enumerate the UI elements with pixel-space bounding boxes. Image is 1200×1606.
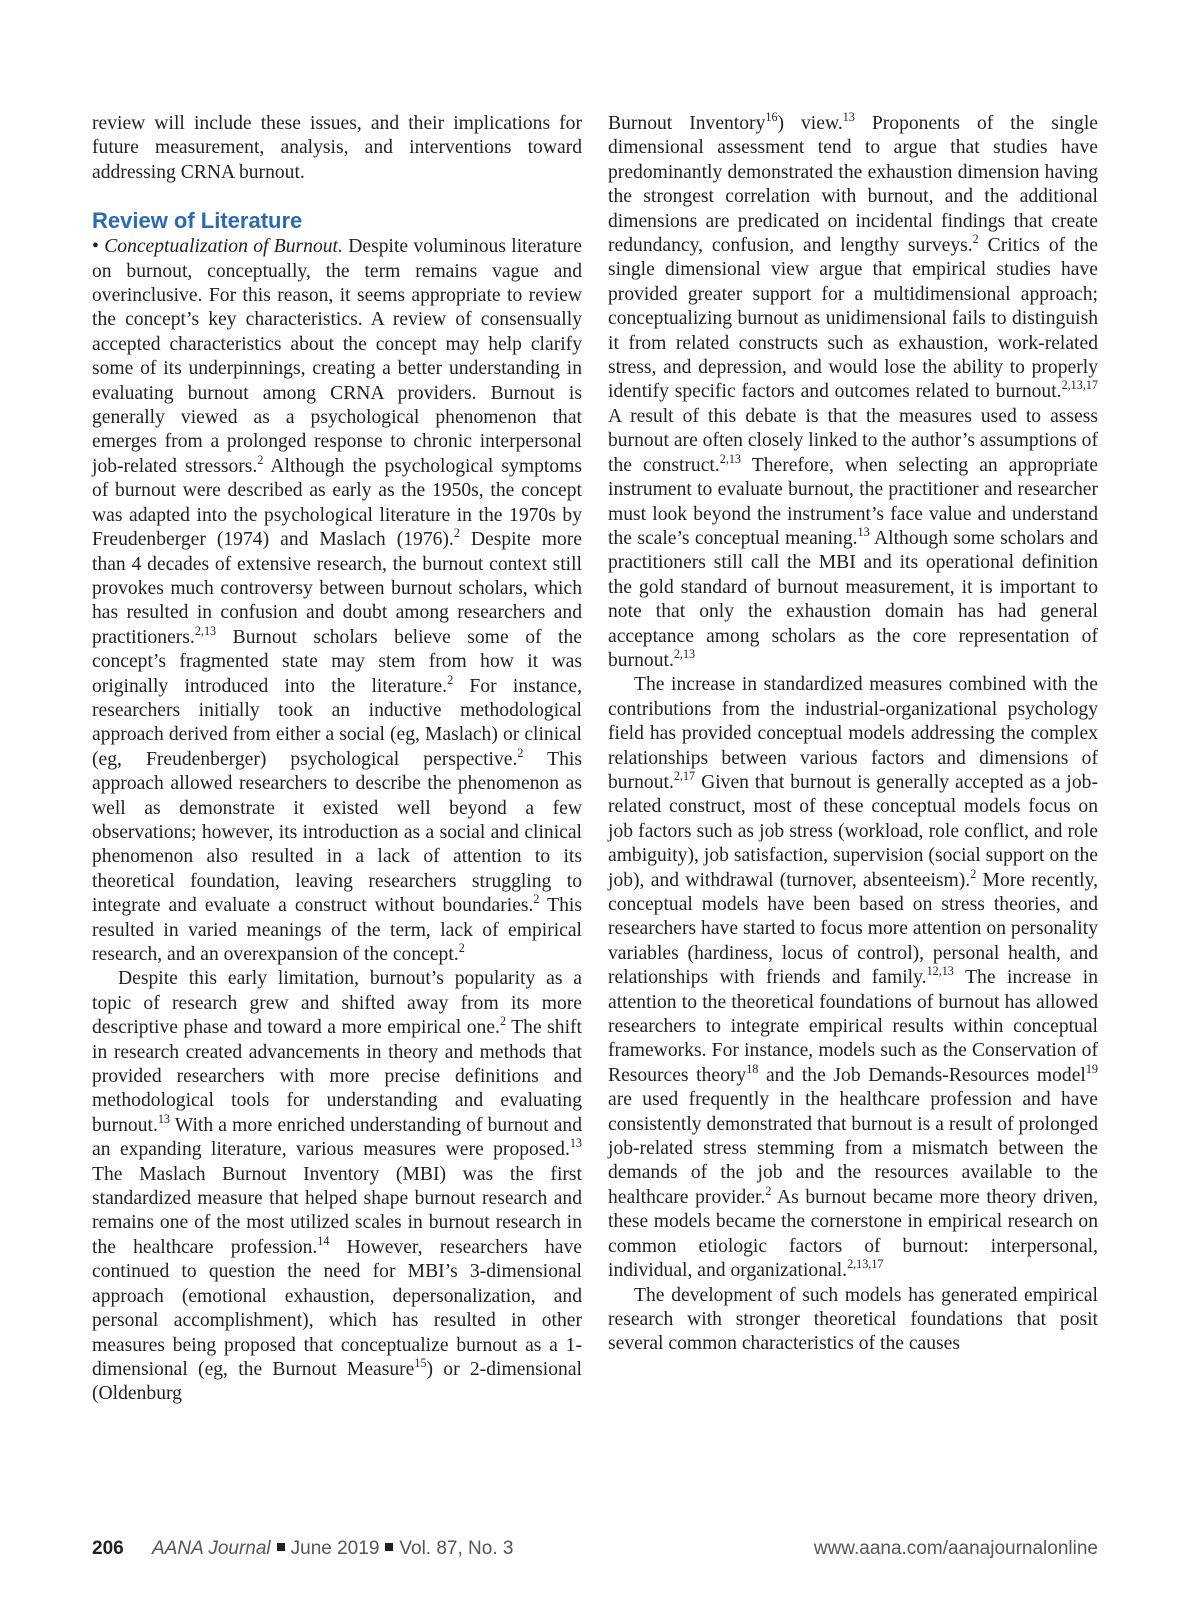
- page-number: 206: [92, 1538, 124, 1559]
- citation-superscript: 19: [1085, 1061, 1098, 1076]
- body-paragraph: The development of such models has generated empirical research with stronger theoretical foundations that posit several common characteristics of the causes: [608, 1284, 1098, 1355]
- left-column: [92, 112, 582, 1407]
- square-separator-icon: [385, 1543, 393, 1551]
- citation-superscript: 13: [857, 524, 870, 539]
- citation-superscript: 2,13: [673, 646, 696, 661]
- citation-superscript: 14: [317, 1233, 330, 1248]
- body-paragraph: Burnout Inventory$^{16}$) view.$^{13}$ Proponents of the single dimensional assessment tend to argue that studies have predominantly demonstrated the exhaustion dimension having the strongest correlation with burnout, and the additional dimensions are predicated on incidental findings that create redundancy, confusion, and lengthy surveys.$^2$ Critics of the single dimensional view argue that empirical studies have provided greater support for a multidimensional approach; conceptualizing burnout as unidimensional fails to distinguish it from related constructs such as exhaustion, work-related stress, and depression, and would lose the ability to properly identify specific factors and outcomes related to burnout.$^{2,13,17}$ A result of this debate is that the measures used to assess burnout are often closely linked to the author’s assumptions of the construct.$^{2,13}$ Therefore, when selecting an appropriate instrument to evaluate burnout, the practitioner and researcher must look beyond the instrument’s face value and understand the scale’s conceptual meaning.$^{13}$ Although some scholars and practitioners still call the MBI and its operational definition the gold standard of burnout measurement, it is important to note that only the exhaustion domain has had general acceptance among scholars as the core representation of burnout.$^{2,13}$: [608, 109, 1099, 671]
- citation-superscript: 2: [499, 1013, 507, 1028]
- citation-superscript: 2,13,17: [847, 1256, 884, 1271]
- citation-superscript: 2: [972, 231, 979, 246]
- journal-name: AANA Journal: [152, 1538, 271, 1559]
- citation-superscript: 18: [746, 1061, 759, 1076]
- citation-superscript: 2: [447, 672, 454, 687]
- citation-superscript: 2: [453, 525, 460, 540]
- citation-superscript: 16: [765, 109, 778, 124]
- body-paragraph: The increase in standardized measures combined with the contributions from the industrial-organizational psychology field has provided conceptual models addressing the complex relationships between various factors and dimensions of burnout.$^{2,17}$ Given that burnout is generally accepted as a job-related construct, most of these conceptual models focus on job factors such as job stress (workload, role conflict, and role ambiguity), job satisfaction, supervision (social support on the job), and withdrawal (turnover, absenteeism).$^2$ More recently, conceptual models have been based on stress theories, and researchers have started to focus more attention on personality variables (hardiness, locus of control), personal health, and relationships with friends and family.$^{12,13}$ The increase in attention to the theoretical foundations of burnout has allowed researchers to integrate empirical results within conceptual frameworks. For instance, models such as the Conservation of Resources theory$^{18}$ and the Job Demands-Resources model$^{19}$ are used frequently in the healthcare profession and have consistently demonstrated that burnout is a result of prolonged job-related stress stemming from a mismatch between the demands of the job and the resources available to the healthcare provider.$^2$ As burnout became more theory driven, these models became the cornerstone in empirical research on common etiologic factors of burnout: interpersonal, individual, and organizational.$^{2,13,17}$: [608, 674, 1099, 1282]
- citation-superscript: 2: [257, 452, 264, 467]
- body-paragraph: Despite this early limitation, burnout’s popularity as a topic of research grew and shifted away from its more descriptive phase and toward a more empirical one.$^2$ The shift in research created advancements in theory and methods that provided researchers with more precise definitions and methodological tools for understanding and evaluating burnout.$^{13}$ With a more enriched understanding of burnout and an expanding literature, various measures were proposed.$^{13}$ The Maslach Burnout Inventory (MBI) was the first standardized measure that helped shape burnout research and remains one of the most utilized scales in burnout research in the healthcare profession.$^{14}$ However, researchers have continued to question the need for MBI’s 3-dimensional approach (emotional exhaustion, depersonalization, and personal accomplishment), which has resulted in other measures being proposed that conceptualize burnout as a 1-dimensional (eg, the Burnout Measure$^{15}$) or 2-dimensional (Oldenburg: [92, 968, 583, 1405]
- bullet: •: [92, 236, 99, 258]
- issue-date: June 2019: [290, 1538, 380, 1559]
- section-heading: Review of Literature: [92, 208, 303, 234]
- citation-superscript: 2: [533, 891, 540, 906]
- citation-superscript: 2,13: [719, 451, 741, 466]
- citation-superscript: 2,17: [673, 768, 696, 783]
- citation-superscript: 2: [765, 1183, 772, 1198]
- citation-superscript: 13: [842, 109, 855, 124]
- citation-superscript: 2,13,17: [1061, 378, 1098, 393]
- citation-superscript: 2: [458, 940, 465, 955]
- citation-superscript: 2: [970, 866, 977, 881]
- volume-issue: Vol. 87, No. 3: [399, 1538, 514, 1559]
- citation-superscript: 15: [414, 1355, 427, 1370]
- square-separator-icon: [277, 1543, 285, 1551]
- citation-superscript: 13: [569, 1136, 582, 1150]
- body-paragraph: • Conceptualization of Burnout. Despite voluminous literature on burnout, conceptually, the term remains vague and overinclusive. For this reason, it seems appropriate to review the concept’s key characteristics. A review of consensually accepted characteristics about the concept may help clarify some of its underpinnings, creating a better understanding in evaluating burnout among CRNA providers. Burnout is generally viewed as a psychological phenomenon that emerges from a prolonged response to chronic interpersonal job-related stressors.$^2$ Although the psychological symptoms of burnout were described as early as the 1950s, the concept was adapted into the psychological literature in the 1970s by Freudenberger (1974) and Maslach (1976).$^2$ Despite more than 4 decades of extensive research, the burnout context still provokes much controversy between burnout scholars, which has resulted in confusion and doubt among researchers and practitioners.$^{2,13}$ Burnout scholars believe some of the concept’s fragmented state may stem from how it was originally introduced into the literature.$^2$ For instance, researchers initially took an inductive methodological approach derived from either a social (eg, Maslach) or clinical (eg, Freudenberger) psychological perspective.$^2$ This approach allowed researchers to describe the phenomenon as well as demonstrate it existed well beyond a few observations; however, its introduction as a social and clinical phenomenon also resulted in a lack of attention to its theoretical foundation, leaving researchers struggling to integrate and evaluate a construct without boundaries.$^2$ This resulted in varied meanings of the term, lack of empirical research, and an overexpansion of the concept.$^2$: [92, 236, 582, 965]
- citation-superscript: 2: [517, 745, 524, 760]
- intro-paragraph: review will include these issues, and their implications for future measurement, analysis, and interventions toward addressing CRNA burnout.: [92, 113, 582, 183]
- right-column: [608, 109, 1099, 1357]
- citation-superscript: 12,13: [926, 963, 954, 978]
- subsection-title: Conceptualization of Burnout.: [104, 236, 343, 258]
- page-footer: [92, 1538, 1098, 1566]
- journal-url[interactable]: www.aana.com/aanajournalonline: [813, 1538, 1098, 1559]
- citation-superscript: 13: [157, 1111, 170, 1126]
- citation-superscript: 2,13: [194, 623, 217, 638]
- journal-info: [152, 1538, 513, 1560]
